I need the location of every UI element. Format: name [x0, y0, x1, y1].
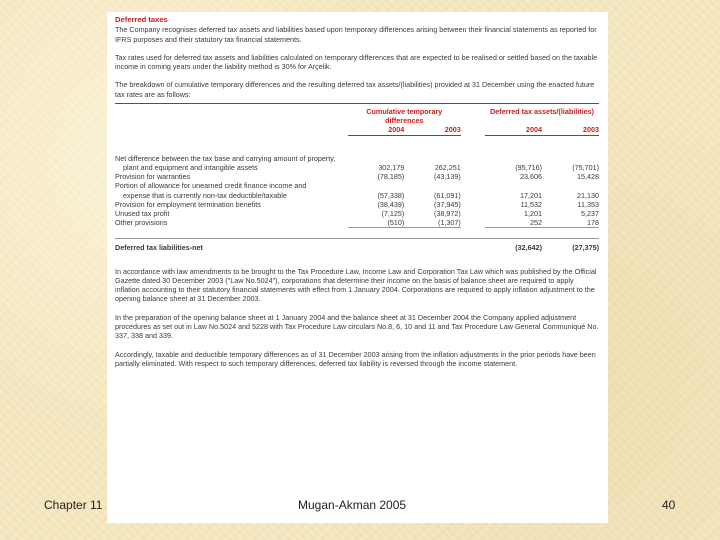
row-value: 17,201 — [520, 190, 543, 200]
row-value: 262,251 — [434, 162, 461, 172]
table-group-header-row — [115, 107, 599, 125]
row-value: (37,945) — [434, 199, 461, 209]
year-header: 2004 — [485, 125, 542, 135]
row-value: (75,701) — [572, 162, 599, 172]
table-year-row — [115, 125, 599, 135]
table-row — [115, 154, 599, 163]
table-row — [115, 200, 599, 209]
footer-chapter: Chapter 11 — [44, 498, 103, 512]
row-label: plant and equipment and intangible assets — [123, 162, 258, 172]
footer-page-number: 40 — [662, 498, 676, 512]
group-header-cumulative: Cumulative temporary differences — [366, 107, 443, 126]
row-value: 15,428 — [577, 172, 599, 182]
row-value: (510) — [348, 218, 405, 228]
row-value: (1,307) — [404, 218, 461, 228]
row-value: 21,130 — [577, 190, 599, 200]
total-value: (27,375) — [542, 239, 599, 253]
row-value: 11,353 — [577, 199, 599, 209]
paragraph-tax-rate: Tax rates used for deferred tax assets and liabilities calculated on temporary differences that are expected to be realised or settled based on the taxable income in coming years under the liability method is 30% for Arçelik. — [115, 52, 598, 72]
row-value: (7,125) — [381, 208, 405, 218]
row-value: (78,185) — [377, 172, 405, 182]
row-label: Portion of allowance for unearned credit finance income and — [115, 181, 307, 191]
row-value: (43,139) — [434, 172, 461, 182]
table-row — [115, 191, 599, 200]
paragraph-inflation-law: In accordance with law amendments to be brought to the Tax Procedure Law, Income Law and Corporation Tax Law which was published by the Official Gazette dated 30 December 2003 ("Law No.5024"), corporations that determine their income on the basis of balance sheet are required to apply inflation accounting to their statutory financial statements with effect from 1 January 2004. Corporations are required to apply inflation adjustment to the opening balance sheet at 31 December 2003. — [115, 266, 597, 304]
row-value: 1,201 — [524, 208, 543, 218]
row-value: (38,972) — [434, 208, 461, 218]
deferred-tax-table — [115, 107, 599, 252]
table-row — [115, 209, 599, 218]
row-label: expense that is currently non-tax deductible/taxable — [123, 190, 287, 200]
row-value: 302,179 — [378, 162, 405, 172]
row-label: Unused tax profit — [115, 208, 170, 218]
year-header: 2003 — [542, 125, 599, 135]
row-value: (57,338) — [377, 190, 405, 200]
table-row — [115, 163, 599, 172]
row-value: 178 — [542, 218, 599, 228]
row-value: 11,532 — [520, 199, 543, 209]
footer-author: Mugan-Akman 2005 — [298, 498, 407, 512]
paragraph-breakdown: The breakdown of cumulative temporary differences and the resulting deferred tax assets/(liabilities) provided at 31 December using the enacted future tax rates are as follows: — [115, 80, 595, 99]
row-value: (38,439) — [377, 199, 405, 209]
section-title: Deferred taxes — [115, 15, 168, 24]
row-value: (61,091) — [434, 190, 461, 200]
total-label: Deferred tax liabilities-net — [115, 239, 348, 253]
row-value: 5,237 — [581, 208, 599, 218]
paragraph-opening-balance: In the preparation of the opening balance sheet at 1 January 2004 and the balance sheet at 31 December 2004 the Company applied adjustment procedures as set out in Law No.5024 and 5228 with Tax Procedure Law circulars No.8, 6, 10 and 11 and Tax Procedure Law General Communiqué No. 337, 338 and 339. — [115, 312, 599, 341]
paragraph-temporary-differences: Accordingly, taxable and deductible temporary differences as of 31 December 2003 arising from the inflation adjustments in the prior periods have been partially eliminated. With respect to such temporary differences, deferred tax liability is reversed through the income statement. — [115, 349, 596, 368]
table-total-row — [115, 239, 599, 253]
document-page — [107, 12, 608, 523]
group-header-deferred: Deferred tax assets/(liabilities) — [490, 107, 594, 117]
row-label: Other provisions — [115, 218, 168, 228]
table-top-rule — [115, 103, 599, 104]
table-row — [115, 172, 599, 181]
row-value: 23,606 — [520, 172, 543, 182]
total-value: (32,642) — [485, 239, 542, 253]
table-row — [115, 181, 599, 190]
paragraph-intro: The Company recognises deferred tax assets and liabilities based upon temporary differences arising between their financial statements as reported for IFRS purposes and their statutory tax financial statements. — [115, 25, 597, 44]
row-label: Provision for employment termination benefits — [115, 199, 261, 209]
row-label: Net difference between the tax base and carrying amount of property, — [115, 153, 336, 163]
row-value: 252 — [485, 218, 542, 228]
row-label: Provision for warranties — [115, 172, 191, 182]
row-value: (95,716) — [515, 162, 543, 172]
table-row — [115, 218, 599, 228]
year-header: 2003 — [404, 125, 461, 135]
year-header: 2004 — [348, 125, 405, 135]
